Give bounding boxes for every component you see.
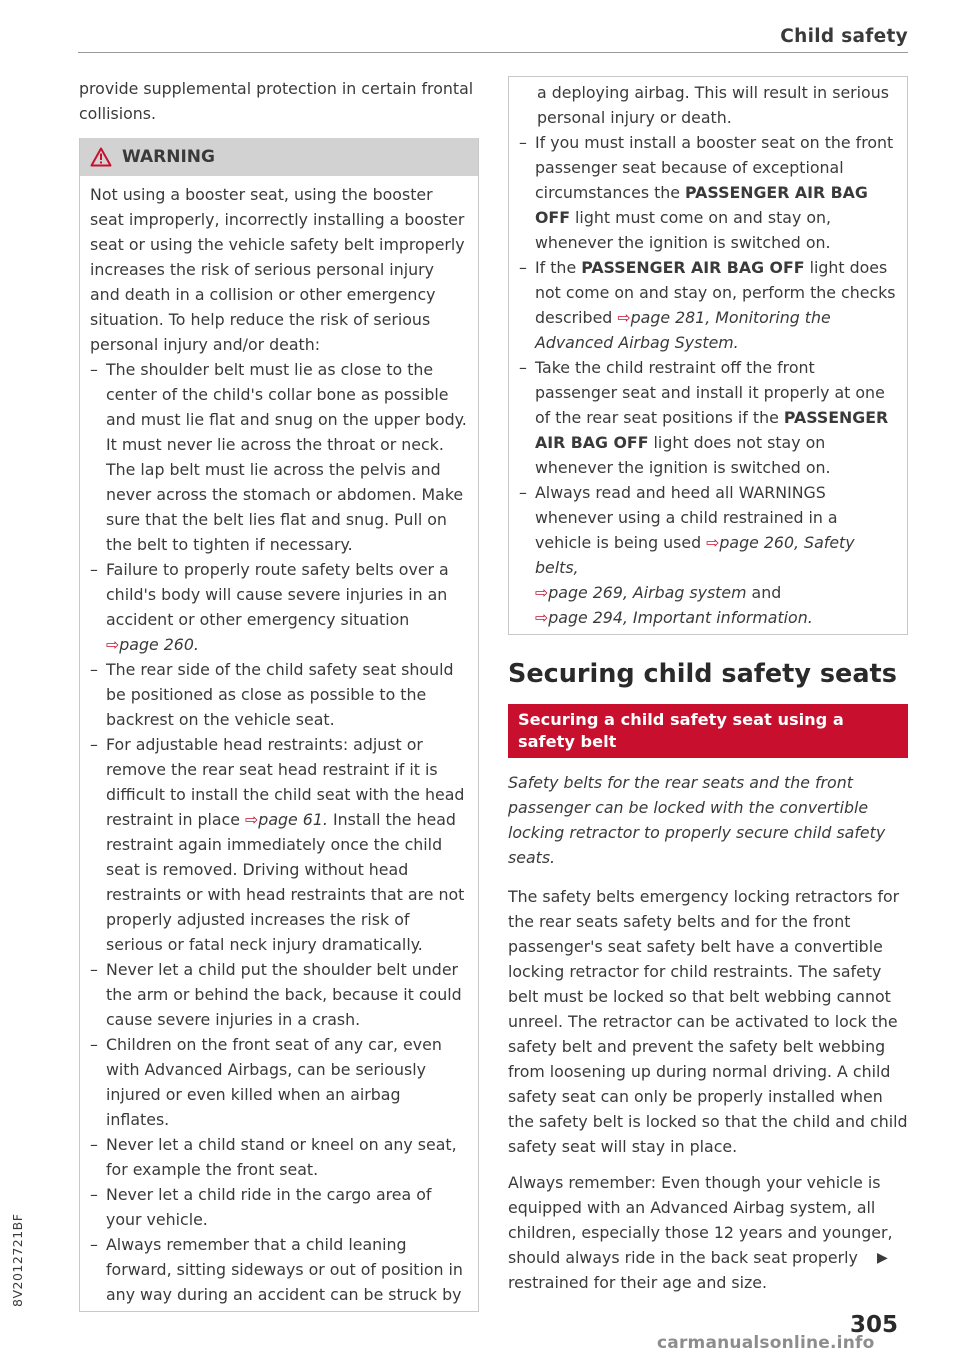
- page-reference[interactable]: ⇨page 281, Monitoring the Advanced Airbag System.: [535, 308, 831, 352]
- warning-item: – Failure to properly route safety belts over a child's body will cause severe injuries in an accident or other emergency situation ⇨page 260.: [90, 557, 468, 657]
- warning-item: – Never let a child stand or kneel on any seat, for example the front seat.: [90, 1132, 468, 1182]
- page-reference[interactable]: ⇨page 260.: [106, 635, 199, 654]
- warning-item: – The rear side of the child safety seat should be positioned as close as possible to the backrest on the vehicle seat.: [90, 657, 468, 732]
- left-column: [79, 76, 479, 1312]
- page-reference[interactable]: ⇨page 260, Safety belts,: [535, 533, 855, 577]
- body-paragraph: Always remember: Even though your vehicle is equipped with an Advanced Airbag system, all children, especially those 12 years and younger, should always ride in the back seat properly restrained for their age and size.: [508, 1173, 893, 1292]
- body-paragraph: The safety belts emergency locking retractors for the rear seats safety belts and for the front passenger's seat safety belt have a convertible locking retractor for child restraints. The safety belt must be locked so that belt webbing cannot unreel. The retractor can be activated to lock the safety belt and prevent the safety belt webbing from loosening up during normal driving. A child safety seat can only be properly installed when the safety belt is locked so that the child and child safety seat will stay in place.: [508, 887, 908, 1156]
- warning-item: – Never let a child ride in the cargo area of your vehicle.: [90, 1182, 468, 1232]
- section-heading: Securing child safety seats: [508, 659, 897, 689]
- arrow-right-icon: ⇨: [706, 533, 720, 552]
- warning-box: [79, 138, 479, 1312]
- arrow-right-icon: ⇨: [617, 308, 631, 327]
- warning-item: – Take the child restraint off the front passenger seat and install it properly at one of the rear seat positions if the PASSENGER AIR BAG OFF light does not stay on whenever the ignition is switched on.: [519, 355, 897, 480]
- warning-box-continued: [508, 76, 908, 635]
- warning-item: – The shoulder belt must lie as close to the center of the child's collar bone as possible and must lie flat and snug on the upper body. It must never lie across the throat or neck. The lap belt must lie across the pelvis and never across the stomach or abdomen. Make sure that the belt lies flat and snug. Pull on the belt to tighten if necessary.: [90, 357, 468, 557]
- arrow-right-icon: ⇨: [535, 583, 549, 602]
- warning-triangle-icon: [90, 147, 112, 167]
- header-divider: [78, 52, 908, 53]
- arrow-right-icon: ⇨: [535, 608, 549, 627]
- lead-paragraph: Safety belts for the rear seats and the front passenger can be locked with the convertible locking retractor to properly secure child safety seats.: [508, 773, 886, 867]
- page-number: 305: [850, 1312, 899, 1338]
- arrow-right-icon: ⇨: [245, 810, 259, 829]
- right-column: [508, 76, 908, 1306]
- page-reference[interactable]: ⇨page 294, Important information.: [535, 608, 813, 627]
- warning-title: WARNING: [122, 147, 215, 167]
- warning-body-continued: [509, 77, 907, 634]
- warning-continuation: a deploying airbag. This will result in serious personal injury or death.: [537, 83, 889, 127]
- warning-item: – Never let a child put the shoulder belt under the arm or behind the back, because it could cause severe injuries in a crash.: [90, 957, 468, 1032]
- page-reference[interactable]: ⇨page 61.: [245, 810, 328, 829]
- warning-list: [90, 357, 468, 1307]
- warning-list-continued: [519, 130, 897, 630]
- warning-item: – Children on the front seat of any car, even with Advanced Airbags, can be seriously injured or even killed when an airbag inflates.: [90, 1032, 468, 1132]
- page-reference[interactable]: ⇨page 269, Airbag system: [535, 583, 747, 602]
- warning-header: [80, 138, 478, 176]
- warning-item: – For adjustable head restraints: adjust or remove the rear seat head restraint if it is difficult to install the child seat with the head restraint in place ⇨page 61. Install the head restraint again immediately once the child seat is removed. Driving without head restraints or with head restraints that are not properly adjusted increases the risk of serious or fatal neck injury dramatically.: [90, 732, 468, 957]
- warning-item: – If you must install a booster seat on the front passenger seat because of exceptional circumstances the PASSENGER AIR BAG OFF light must come on and stay on, whenever the ignition is switched on.: [519, 130, 897, 255]
- warning-item: – Always read and heed all WARNINGS whenever using a child restrained in a vehicle is being used ⇨page 260, Safety belts, ⇨page 269, Airbag system and ⇨page 294, Important information.: [519, 480, 897, 630]
- warning-intro: Not using a booster seat, using the booster seat improperly, incorrectly installing a booster seat or using the vehicle safety belt improperly increases the risk of serious personal injury and death in a collision or other emergency situation. To help reduce the risk of serious personal injury and/or death:: [90, 185, 465, 354]
- warning-item: – Always remember that a child leaning forward, sitting sideways or out of position in any way during an accident can be struck by: [90, 1232, 468, 1307]
- page-header-title: Child safety: [780, 26, 908, 47]
- warning-item: – If the PASSENGER AIR BAG OFF light does not come on and stay on, perform the checks described ⇨page 281, Monitoring the Advanced Airbag System.: [519, 255, 897, 355]
- watermark: carmanualsonline.info: [657, 1333, 875, 1353]
- arrow-right-icon: ⇨: [106, 635, 120, 654]
- continue-arrow-icon: ▶: [877, 1250, 888, 1266]
- intro-text: provide supplemental protection in certain frontal collisions.: [79, 79, 474, 123]
- subsection-heading: Securing a child safety seat using a safety belt: [508, 704, 908, 758]
- document-code: 8V2012721BF: [10, 1213, 25, 1307]
- warning-body: [80, 176, 478, 1311]
